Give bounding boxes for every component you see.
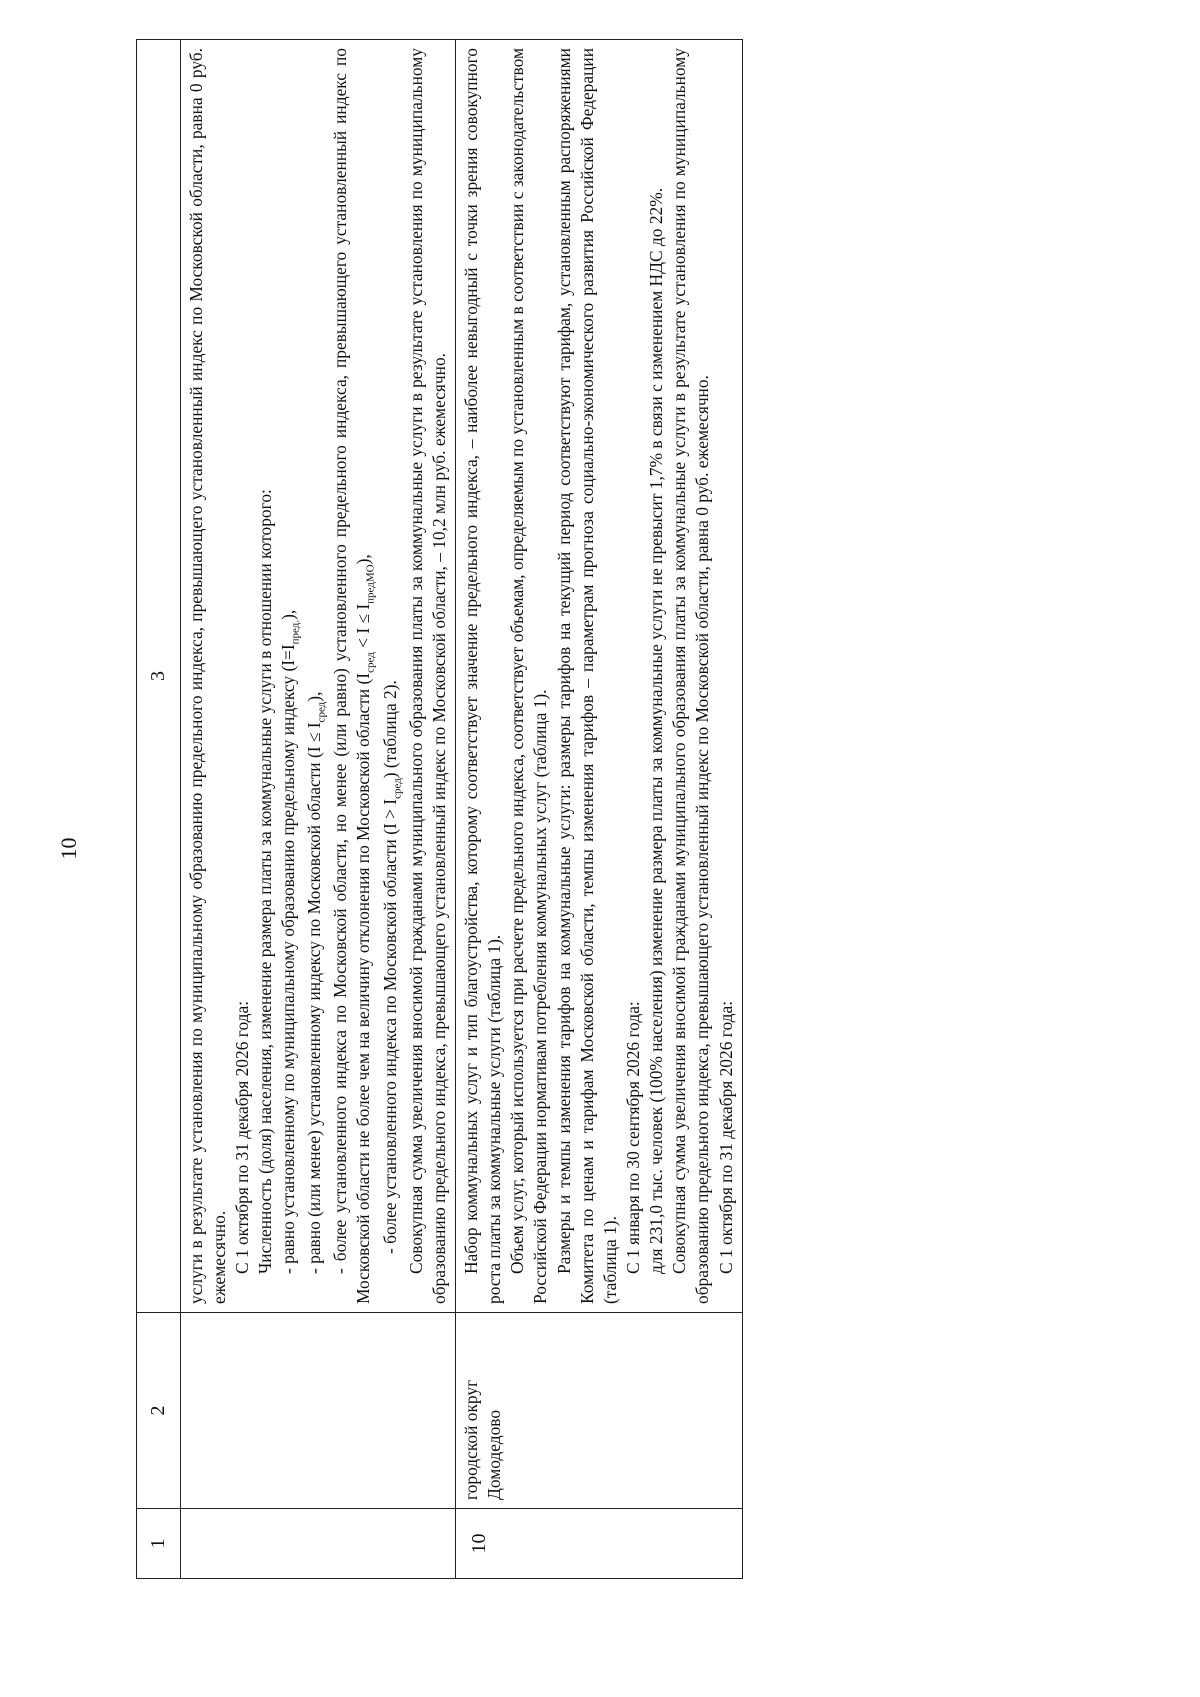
row-number-cell: 10 [455,1509,742,1579]
list-item: - более установленного индекса по Московской области $(I > I_{сред})$ (таблица 2). [379,680,404,1254]
data-table [136,39,743,1579]
table-row [180,40,455,1579]
list-item: - более установленного индекса по Московской области, но менее (или равно) установленного предельного индекса, превышающего установленный индекс по Московской области не более чем на величину отклонения по Московской области $(I_{сред} < I \le I_{предМО})$, [330,48,377,1304]
paragraph: для 231,0 тыс. человек (100% населения) изменение размера платы за коммунальные услуги не превысит 1,7% в связи с изменением НДС до 22%. [646,187,667,1274]
paragraph: Совокупная сумма увеличения вносимой гражданами муниципального образования платы за коммунальные услуги в результате установления по муниципальному образованию предельного индекса, превышающего установленный индекс по Московской области, – 10,2 млн руб. ежемесячно. [405,48,449,1304]
list-item: - равно (или менее) установленному индексу по Московской области $(I \le I_{сред})$, [304,691,328,1274]
header-col-2: 2 [137,1313,181,1509]
paragraph: услуги в результате установления по муниципальному образованию предельного индекса, превышающего установленный индекс по Московской области, равна 0 руб. ежемесячно. [185,48,229,1304]
list-item: - равно установленному по муниципальному образованию предельному индексу $(I=I_{пред.})$, [278,609,302,1274]
period-heading: С 1 января по 30 сентября 2026 года: [622,1001,643,1274]
row-number-cell [180,1509,455,1579]
period-heading: С 1 октября по 31 декабря 2026 года: [231,1000,252,1274]
period-heading: С 1 октября по 31 декабря 2026 года: [715,1000,736,1274]
table-row [455,40,742,1579]
table-header-row [137,40,181,1579]
paragraph: Совокупная сумма увеличения вносимой гражданами муниципального образования платы за коммунальные услуги в результате установления по муниципальному образованию предельного индекса, превышающего установленный индекс по Московской области, равна 0 руб. ежемесячно. [669,48,713,1304]
municipality-cell: городской округ Домодедово [455,1313,742,1509]
paragraph: Численность (доля) населения, изменение размера платы за коммунальные услуги в отношении которого: [255,489,276,1274]
page-number: 10 [56,837,81,860]
description-cell [180,40,455,1313]
paragraph: Объем услуг, который используется при расчете предельного индекса, соответствует объемам, определяемым по установленным в соответствии с законодательством Российской Федерации нормативам потребления коммунальных услуг (таблица 1). [507,48,551,1304]
paragraph: Набор коммунальных услуг и тип благоустройства, которому соответствует значение предельного индекса, – наиболее невыгодный с точки зрения совокупного роста платы за коммунальные услуги (таблица 1). [460,48,505,1304]
municipality-cell [180,1313,455,1509]
header-col-1: 1 [137,1509,181,1579]
description-cell [455,40,742,1313]
header-col-3: 3 [137,40,181,1313]
paragraph: Размеры и темпы изменения тарифов на коммунальные услуги: размеры тарифов на текущий период соответствуют тарифам, установленным распоряжениями Комитета по ценам и тарифам Московской области, темпы изменения тарифов – параметрам прогноза социально-экономического развития Российской Федерации (таблица 1). [553,48,620,1304]
